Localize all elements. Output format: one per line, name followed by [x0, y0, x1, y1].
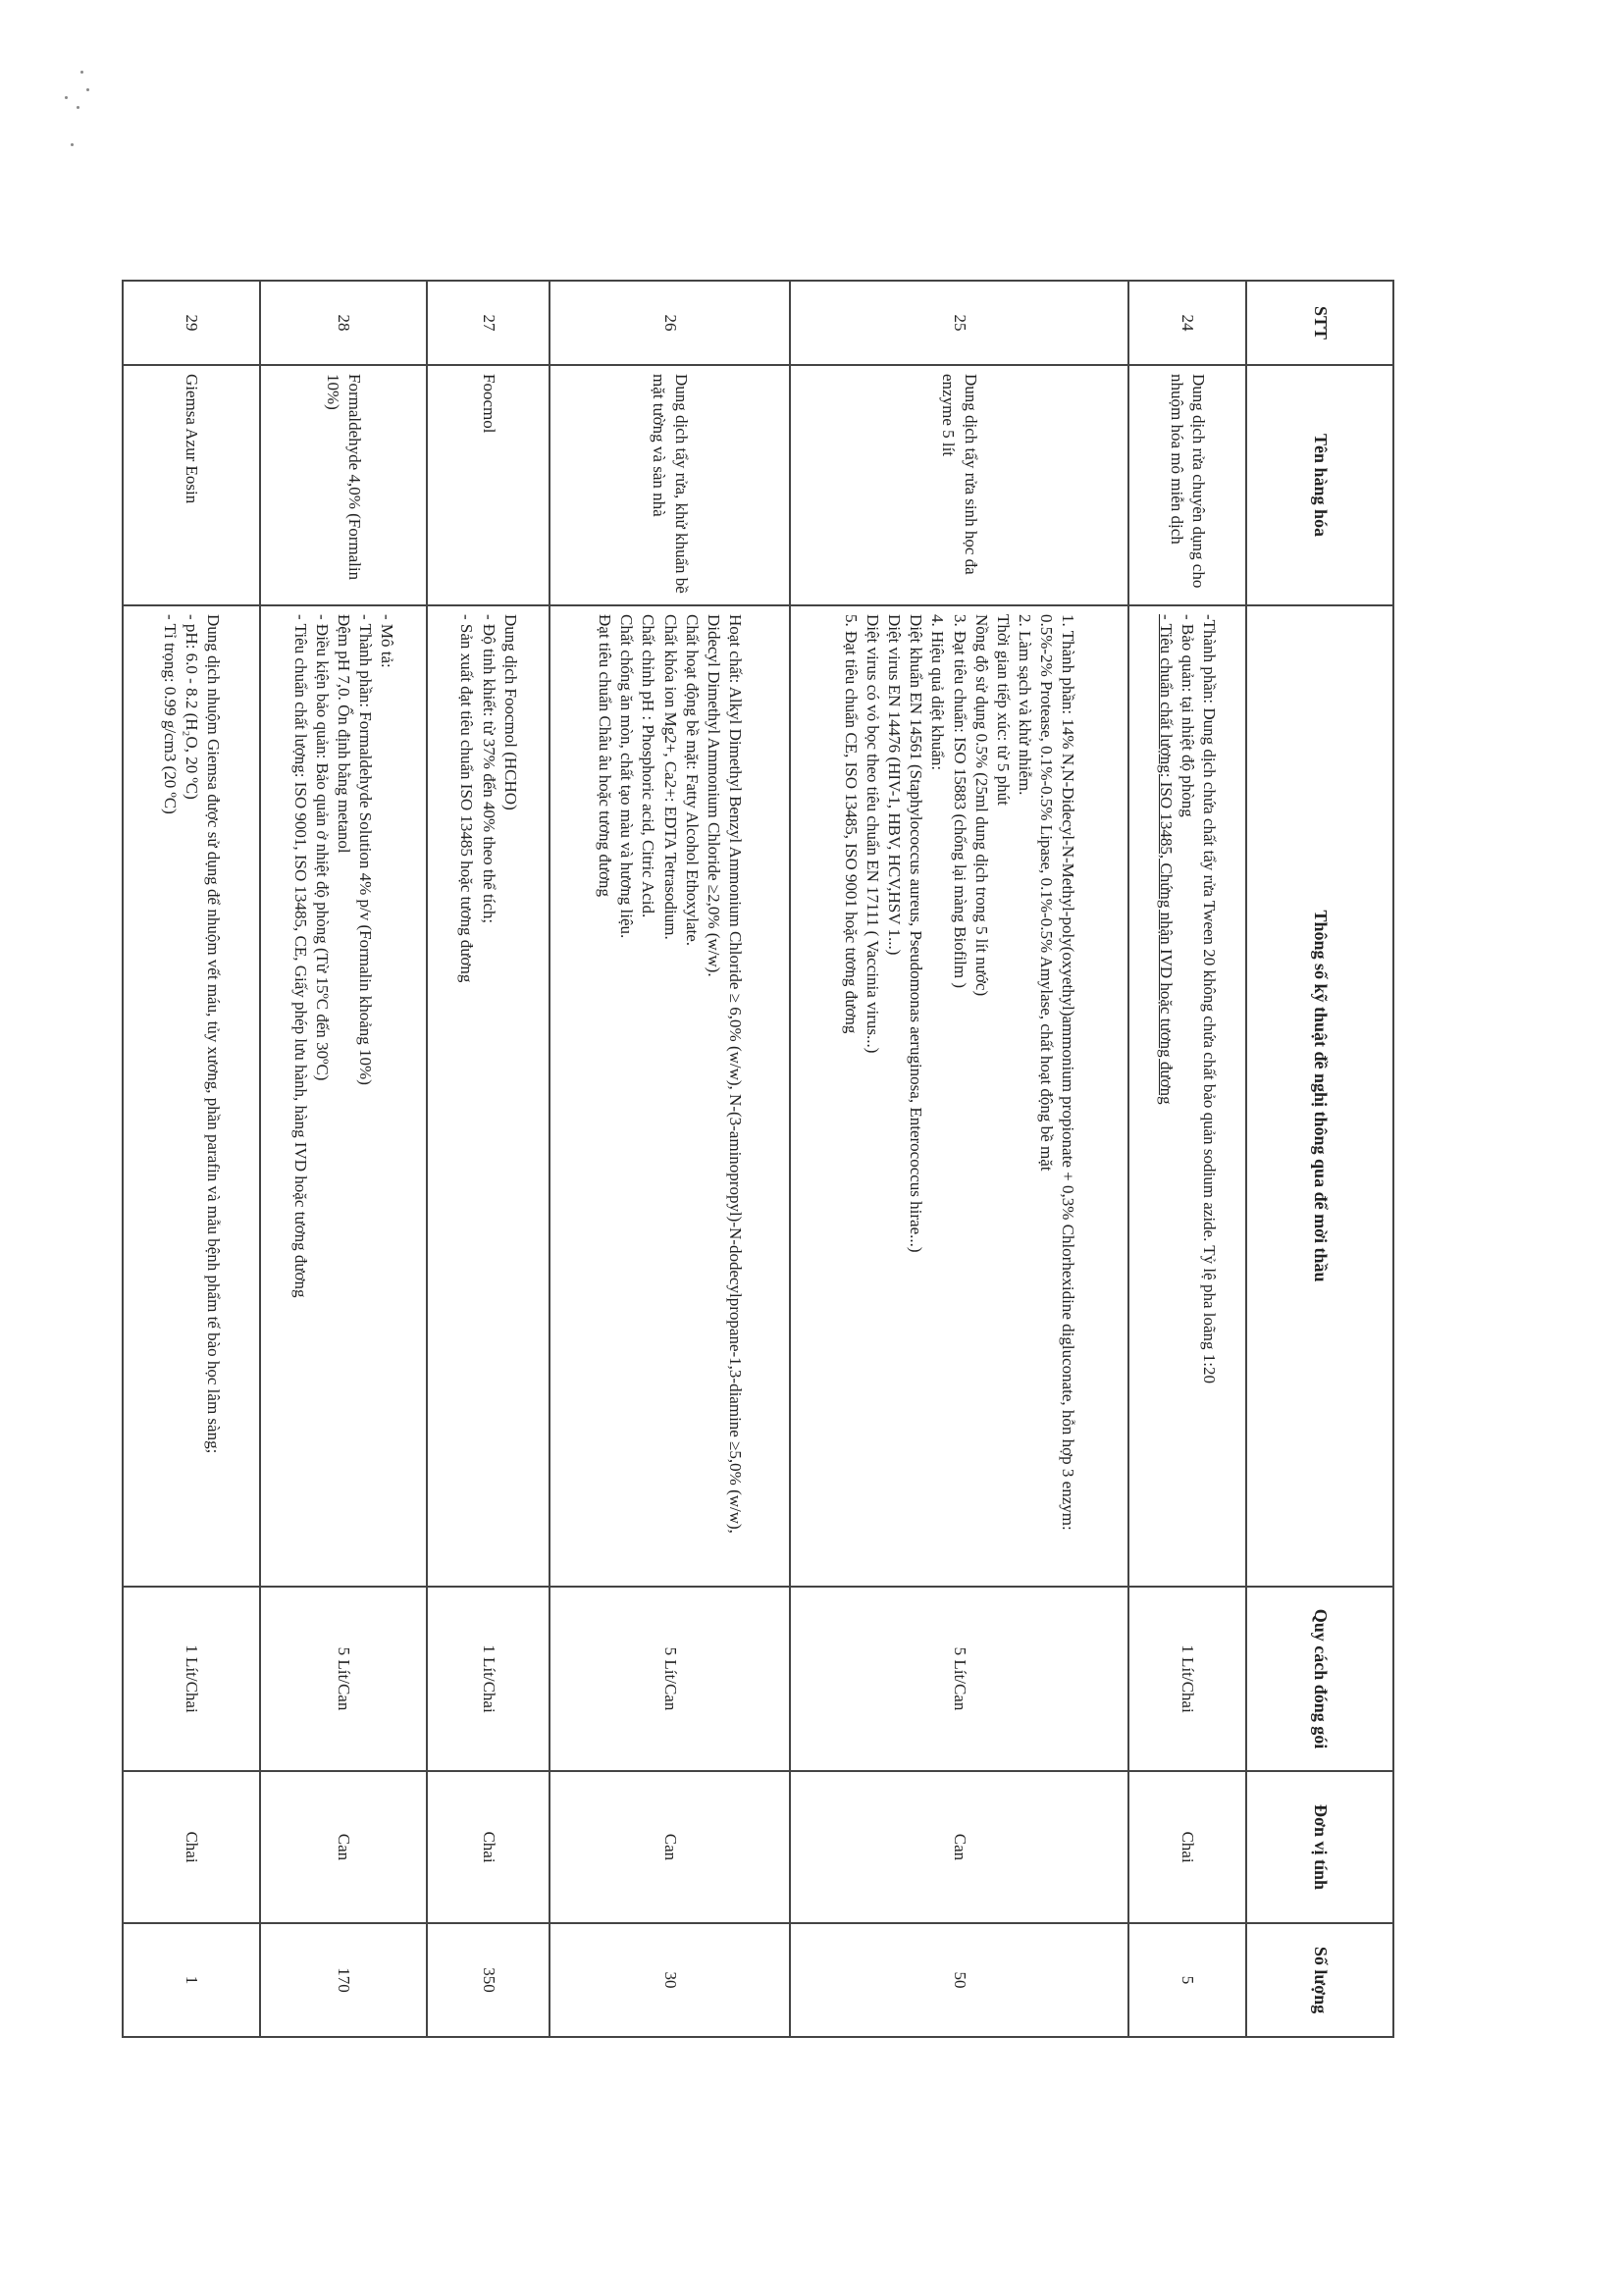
spec-line: - Điều kiện bảo quản: Bảo quản ở nhiệt độ phòng (Từ 15ºC đến 30ºC)	[312, 614, 332, 1081]
scan-specks	[61, 67, 100, 155]
spec-line: Dung dịch nhuộm Giemsa được sử dụng để nhuộm vết máu, tủy xương, phần parafin và mẫu bệnh phẩm tế bào học lâm sàng;	[204, 614, 224, 1454]
table-row	[1128, 281, 1246, 2037]
header-pack: Quy cách đóng gói	[1246, 1587, 1393, 1771]
spec-line: Thời gian tiếp xúc: từ 5 phút	[993, 614, 1013, 806]
cell-name: Dung dịch tẩy rửa sinh học đa enzyme 5 lít	[790, 365, 1128, 605]
spec-line: - Mô tả:	[378, 614, 397, 668]
table-row	[790, 281, 1128, 2037]
spec-line: Chất khóa ion Mg2+, Ca2+: EDTA Tetrasodium.	[660, 614, 680, 940]
cell-pack: 1 Lít/Chai	[1128, 1587, 1246, 1771]
cell-spec	[123, 605, 260, 1587]
cell-name: Giemsa Azur Eosin	[123, 365, 260, 605]
spec-line: Diệt virus EN 14476 (HIV-1, HBV, HCV,HSV 1...)	[885, 614, 905, 956]
table-row	[550, 281, 790, 2037]
cell-unit: Chai	[123, 1771, 260, 1923]
spec-line: - Bảo quản: tại nhiệt độ phòng	[1178, 614, 1198, 817]
cell-pack: 1 Lít/Chai	[427, 1587, 550, 1771]
spec-line: Chất hoạt động bề mặt: Fatty Alcohol Ethoxylate.	[682, 614, 702, 947]
spec-line: - pH: 6.0 - 8.2 (H₂O, 20 ºC)	[183, 614, 202, 800]
spec-line: - Tỉ trọng: 0.99 g/cm3 (20 ºC)	[160, 614, 180, 814]
cell-pack: 5 Lít/Can	[790, 1587, 1128, 1771]
cell-stt: 24	[1128, 281, 1246, 365]
cell-name: Dung dịch tẩy rửa, khử khuẩn bề mặt tường và sàn nhà	[550, 365, 790, 605]
cell-stt: 26	[550, 281, 790, 365]
cell-spec	[790, 605, 1128, 1587]
cell-stt: 28	[260, 281, 427, 365]
spec-line: -Thành phần: Dung dịch chứa chất tẩy rửa Tween 20 không chứa chất bảo quản sodium azide. Tỷ lệ pha loãng 1:20	[1200, 614, 1220, 1383]
header-spec: Thông số kỹ thuật đề nghị thông qua để mời thầu	[1246, 605, 1393, 1587]
cell-unit: Can	[260, 1771, 427, 1923]
cell-spec	[427, 605, 550, 1587]
spec-line: - Tiêu chuẩn chất lượng: ISO 13485, Chứng nhận IVD hoặc tương đương	[1156, 614, 1176, 1105]
cell-qty: 5	[1128, 1923, 1246, 2037]
rotated-table-container	[160, 280, 1394, 2036]
cell-qty: 30	[550, 1923, 790, 2037]
cell-qty: 350	[427, 1923, 550, 2037]
cell-qty: 170	[260, 1923, 427, 2037]
spec-line: Hoạt chất: Alkyl Dimethyl Benzyl Ammonium Chloride ≥ 6,0% (w/w), N-(3-aminopropyl)-N-dodecylpropane-1,3-diamine ≥5,0% (w/w), Didecyl Dimethyl Ammonium Chloride ≥2,0% (w/w).	[704, 614, 745, 1534]
cell-spec	[1128, 605, 1246, 1587]
cell-spec	[260, 605, 427, 1587]
cell-pack: 5 Lít/Can	[550, 1587, 790, 1771]
spec-line: - Sản xuất đạt tiêu chuẩn ISO 13485 hoặc tương đương	[457, 614, 477, 983]
cell-unit: Chai	[427, 1771, 550, 1923]
spec-line: - Độ tinh khiết: từ 37% đến 40% theo thể tích;	[479, 614, 498, 924]
spec-line: Nồng độ sử dụng 0.5% (25ml dung dịch trong 5 lít nước)	[971, 614, 991, 997]
cell-unit: Can	[550, 1771, 790, 1923]
cell-stt: 25	[790, 281, 1128, 365]
cell-qty: 1	[123, 1923, 260, 2037]
table-row	[427, 281, 550, 2037]
spec-line: Đệm pH 7,0. Ổn định bằng metanol	[335, 614, 354, 854]
cell-unit: Can	[790, 1771, 1128, 1923]
spec-line: Dung dịch Foocmol (HCHO)	[500, 614, 520, 810]
header-unit: Đơn vị tính	[1246, 1771, 1393, 1923]
specification-table	[122, 280, 1394, 2038]
header-qty: Số lượng	[1246, 1923, 1393, 2037]
header-name: Tên hàng hóa	[1246, 365, 1393, 605]
cell-pack: 1 Lít/Chai	[123, 1587, 260, 1771]
spec-line: 2. Làm sạch và khử nhiễm.	[1015, 614, 1034, 796]
cell-qty: 50	[790, 1923, 1128, 2037]
header-stt: STT	[1246, 281, 1393, 365]
spec-line: - Tiêu chuẩn chất lượng: ISO 9001, ISO 13485, CE, Giấy phép lưu hành, hàng IVD hoặc tương đương	[290, 614, 310, 1298]
spec-line: Đạt tiêu chuẩn Châu âu hoặc tương đương	[596, 614, 615, 898]
spec-line: 5. Đạt tiêu chuẩn CE, ISO 13485, ISO 9001 hoặc tương đương	[842, 614, 862, 1034]
cell-spec	[550, 605, 790, 1587]
cell-name: Dung dịch rửa chuyên dụng cho nhuộm hóa mô miễn dịch	[1128, 365, 1246, 605]
spec-line: 4. Hiệu quả diệt khuẩn:	[928, 614, 948, 771]
spec-line: Diệt khuẩn EN 14561 (Staphylococcus aureus, Pseudomonas aeruginosa, Enterococcus hirae...)	[907, 614, 926, 1253]
cell-unit: Chai	[1128, 1771, 1246, 1923]
cell-name: Formaldehyde 4,0% (Formalin 10%)	[260, 365, 427, 605]
spec-line: 1. Thành phần: 14% N,N-Didecyl-N-Methyl-poly(oxyethyl)ammonium propionate + 0,3% Chlorhexidine digluconate, hỗn hợp 3 enzym: 0.5%-2% Protease, 0.1%-0.5% Lipase, 0.1%-0.5% Amylase, chất hoạt động bề mặt	[1036, 614, 1078, 1531]
spec-line: Chất chống ăn mòn, chất tạo màu và hương liệu.	[617, 614, 637, 939]
spec-line: 3. Đạt tiêu chuẩn: ISO 15883 (chống lại màng Biofilm )	[950, 614, 969, 989]
spec-line: Diệt virus có vỏ bọc theo tiêu chuẩn EN 17111 ( Vaccinia virus...)	[864, 614, 883, 1054]
spec-line: - Thành phần: Formaldehyde Solution 4% p/v (Formalin khoảng 10%)	[356, 614, 376, 1085]
header-row	[1246, 281, 1393, 2037]
cell-stt: 27	[427, 281, 550, 365]
cell-stt: 29	[123, 281, 260, 365]
table-row	[123, 281, 260, 2037]
table-row	[260, 281, 427, 2037]
spec-line: Chất chỉnh pH : Phosphoric acid, Citric Acid.	[639, 614, 658, 918]
cell-pack: 5 Lít/Can	[260, 1587, 427, 1771]
cell-name: Foocmol	[427, 365, 550, 605]
